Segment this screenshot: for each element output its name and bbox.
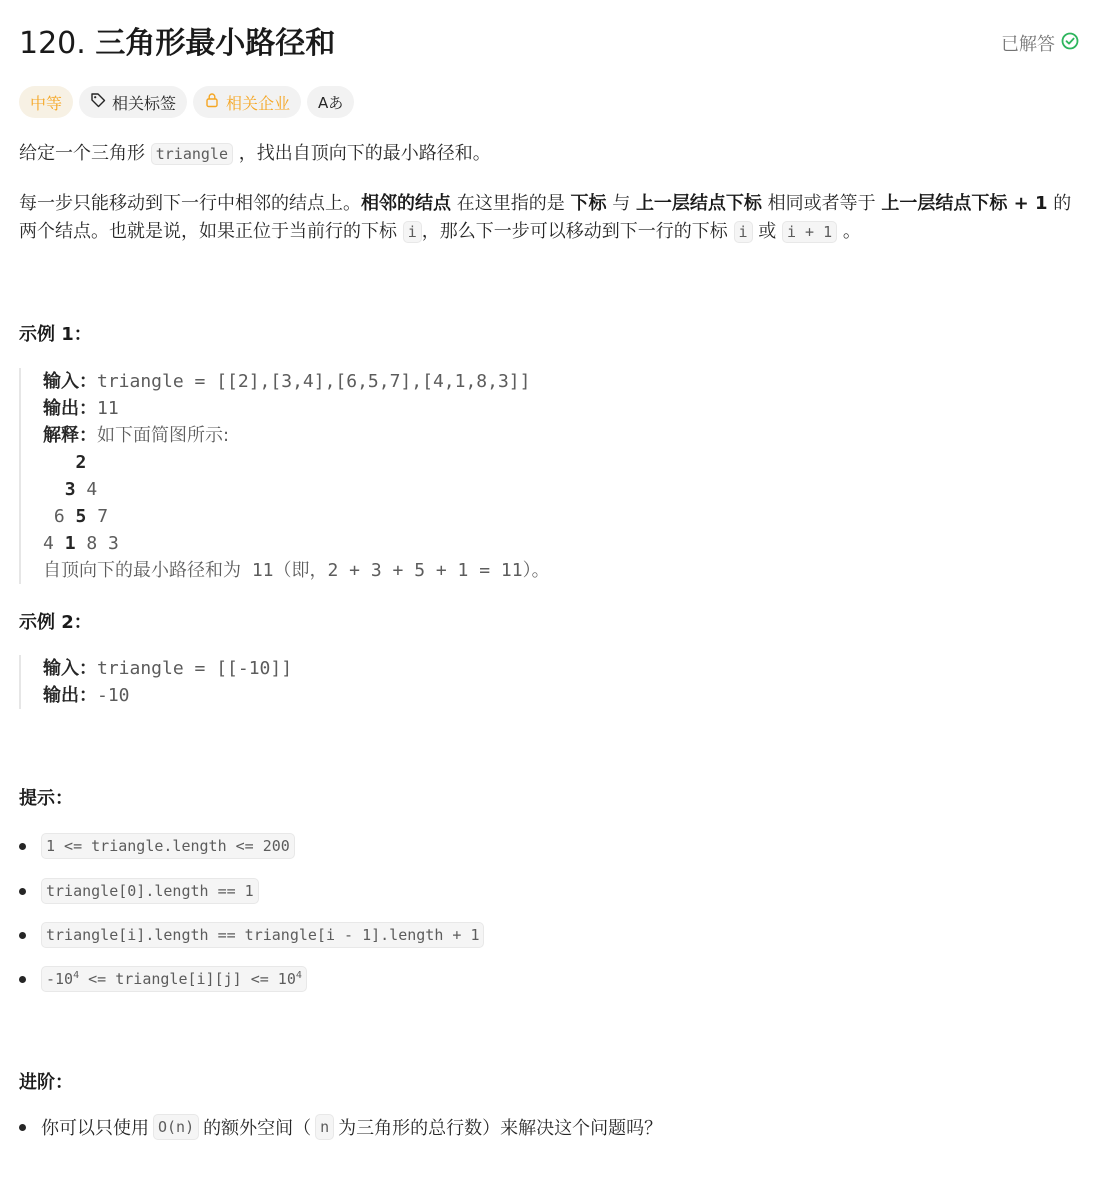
related-companies-label: 相关企业: [226, 93, 291, 113]
related-tags-button[interactable]: [79, 86, 187, 118]
input-value: triangle = [[2],[3,4],[6,5,7],[4,1,8,3]]: [97, 371, 531, 392]
desc-bold: 下标: [570, 193, 607, 214]
description-paragraph-2: [19, 190, 1083, 246]
output-label: 输出：: [43, 685, 97, 706]
list-item: [19, 878, 259, 904]
desc-text: 在这里指的是: [456, 193, 565, 214]
translate-icon: Aあ: [318, 93, 344, 112]
inline-code: triangle: [151, 143, 233, 165]
tag-bar: [19, 86, 354, 118]
desc-text: 与: [612, 193, 631, 214]
explain-label: 解释：: [43, 425, 97, 446]
desc-bold: 上一层结点下标: [635, 193, 762, 214]
node: 8 3: [75, 533, 119, 554]
example-2-input: [43, 655, 292, 682]
path-node: 3: [64, 479, 76, 500]
problem-title: [19, 24, 335, 64]
example-1-heading: 示例 1：: [19, 324, 92, 345]
inline-code: i + 1: [782, 221, 837, 243]
desc-text: 或: [758, 221, 777, 242]
list-item: [19, 966, 307, 992]
problem-number: 120.: [19, 26, 86, 61]
example-1-output: [43, 395, 550, 422]
desc-text: ，那么下一步可以移动到下一行的下标: [421, 221, 728, 242]
inline-code: O(n): [153, 1114, 199, 1140]
desc-text: 的两个结点。也就是说，如果正位于当前行的下标: [19, 193, 1072, 242]
followup-text: 你可以只使用: [41, 1118, 149, 1139]
difficulty-label: 中等: [30, 93, 63, 113]
input-label: 输入：: [43, 658, 97, 679]
output-label: 输出：: [43, 398, 97, 419]
example-2-output: [43, 682, 292, 709]
problem-name: 三角形最小路径和: [95, 26, 336, 61]
bullet-dot: [19, 976, 26, 983]
exponent: 4: [73, 970, 80, 981]
desc-text: 给定一个三角形: [19, 143, 145, 164]
lock-icon: [204, 92, 220, 112]
difficulty-tag[interactable]: [19, 86, 73, 118]
followup-text: 为三角形的总行数）来解决这个问题吗？: [338, 1118, 663, 1139]
desc-text: ，找出自顶向下的最小路径和。: [238, 143, 491, 164]
exponent: 4: [295, 970, 302, 981]
summary-text: 11（即，2 + 3 + 5 + 1 = 11）。: [241, 560, 550, 581]
node: 7: [86, 506, 109, 527]
example-1-explanation: [43, 422, 550, 449]
path-node: 5: [75, 506, 87, 527]
constraints-heading: 提示：: [19, 788, 73, 809]
triangle-row-1: [43, 449, 550, 476]
example-2-heading: 示例 2：: [19, 612, 92, 633]
desc-text: 相同或者等于: [767, 193, 876, 214]
related-tags-label: 相关标签: [112, 93, 177, 113]
triangle-row-3: [43, 503, 550, 530]
related-companies-button[interactable]: [193, 86, 301, 118]
example-1-summary: [43, 557, 550, 584]
output-value: -10: [97, 685, 130, 706]
example-1-input: [43, 368, 550, 395]
c4-part: <= triangle[i][j] <= 10: [79, 970, 296, 988]
inline-code: i: [734, 221, 753, 243]
solved-status: [1001, 30, 1079, 56]
bullet-dot: [19, 843, 26, 850]
node: 4: [43, 533, 65, 554]
example-2-block: [19, 655, 292, 709]
tag-icon: [90, 92, 106, 112]
desc-text: 。: [842, 221, 861, 242]
followup-heading: 进阶：: [19, 1072, 73, 1093]
constraint-code: triangle[0].length == 1: [41, 878, 259, 904]
node: 4: [75, 479, 98, 500]
list-item: [19, 833, 295, 859]
followup-text: 的额外空间（: [203, 1118, 312, 1139]
c4-part: -10: [46, 970, 74, 988]
pad: [43, 479, 65, 500]
bullet-dot: [19, 888, 26, 895]
explain-value: 如下面简图所示:: [97, 425, 230, 446]
list-item: [19, 1114, 662, 1140]
description-paragraph-1: [19, 140, 491, 168]
solved-label: 已解答: [1001, 34, 1055, 55]
example-1-block: [19, 368, 550, 584]
inline-code: i: [403, 221, 422, 243]
triangle-row-4: [43, 530, 550, 557]
pad: [43, 452, 76, 473]
triangle-row-2: [43, 476, 550, 503]
input-label: 输入：: [43, 371, 97, 392]
node: 6: [43, 506, 76, 527]
path-node: 2: [75, 452, 87, 473]
desc-bold: 相邻的结点: [361, 193, 451, 214]
output-value: 11: [97, 398, 119, 419]
bullet-dot: [19, 1124, 26, 1131]
constraint-code: [41, 966, 307, 992]
desc-bold: 上一层结点下标 + 1: [881, 193, 1048, 214]
desc-text: 每一步只能移动到下一行中相邻的结点上。: [19, 193, 361, 214]
inline-code: n: [315, 1114, 334, 1140]
summary-text: 自顶向下的最小路径和为: [43, 560, 241, 581]
bullet-dot: [19, 932, 26, 939]
path-node: 1: [64, 533, 76, 554]
check-circle-icon: [1061, 32, 1079, 55]
constraint-code: 1 <= triangle.length <= 200: [41, 833, 295, 859]
constraint-code: triangle[i].length == triangle[i - 1].length + 1: [41, 922, 484, 948]
input-value: triangle = [[-10]]: [97, 658, 293, 679]
list-item: [19, 922, 484, 948]
translate-button[interactable]: [307, 86, 354, 118]
